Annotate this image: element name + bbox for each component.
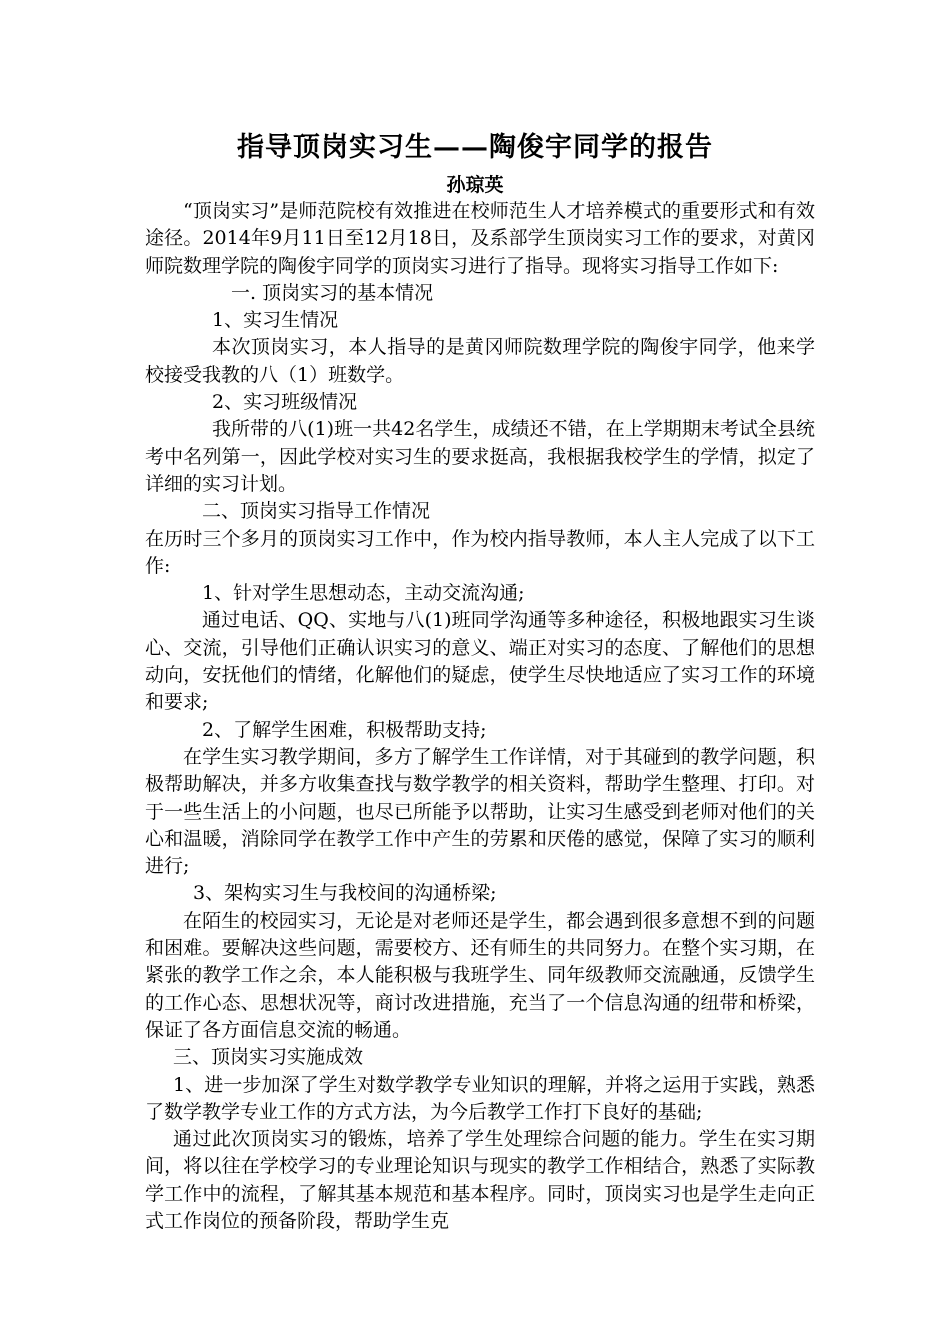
paragraph-3-1: 1、进一步加深了学生对数学教学专业知识的理解，并将之运用于实践，熟悉了数学教学专业工作的方式方法，为今后教学工作打下良好的基础; <box>145 1073 815 1123</box>
paragraph-2-3: 在陌生的校园实习，无论是对老师还是学生，都会遇到很多意想不到的问题和困难。要解决这些问题，需要校方、还有师生的共同努力。在整个实习期，在紧张的教学工作之余，本人能积极与我班学生、同年级教师交流融通，反馈学生的工作心态、思想状况等，商讨改进措施，充当了一个信息沟通的纽带和桥梁，保证了各方面信息交流的畅通。 <box>145 909 815 1041</box>
section-heading-3: 三、顶岗实习实施成效 <box>173 1046 364 1069</box>
document-author: 孙琼英 <box>446 174 504 196</box>
section-heading-2: 二、顶岗实习指导工作情况 <box>202 500 431 523</box>
document-body <box>145 198 815 1235</box>
document-title: 指导顶岗实习生——陶俊宇同学的报告 <box>237 132 713 163</box>
subsection-heading-1-1: 1、实习生情况 <box>212 309 339 332</box>
subsection-heading-2-3: 3、架构实习生与我校间的沟通桥梁; <box>193 882 497 905</box>
subsection-heading-2-2: 2、了解学生困难，积极帮助支持; <box>202 718 487 741</box>
subsection-heading-1-2: 2、实习班级情况 <box>212 391 358 414</box>
paragraph-intro: “顶岗实习”是师范院校有效推进在校师范生人才培养模式的重要形式和有效途径。2014年9月11日至12月18日，及系部学生顶岗实习工作的要求，对黄冈师院数理学院的陶俊宇同学的顶岗实习进行了指导。现将实习指导工作如下: <box>145 200 815 277</box>
section-heading-1: 一. 顶岗实习的基本情况 <box>231 281 434 304</box>
paragraph-2-2: 在学生实习教学期间，多方了解学生工作详情，对于其碰到的教学问题，积极帮助解决，并多方收集查找与数学教学的相关资料，帮助学生整理、打印。对于一些生活上的小问题，也尽已所能予以帮助，让实习生感受到老师对他们的关心和温暖，消除同学在教学工作中产生的劳累和厌倦的感觉，保障了实习的顺利进行; <box>145 745 815 878</box>
paragraph-1-2: 我所带的八(1)班一共42名学生，成绩还不错，在上学期期末考试全县统考中名列第一，因此学校对实习生的要求挺高，我根据我校学生的学情，拟定了详细的实习计划。 <box>145 418 815 495</box>
paragraph-1-1: 本次顶岗实习，本人指导的是黄冈师院数理学院的陶俊宇同学，他来学校接受我教的八（1）班数学。 <box>145 336 815 386</box>
paragraph-2-intro: 在历时三个多月的顶岗实习工作中，作为校内指导教师，本人主人完成了以下工作: <box>145 527 815 577</box>
paragraph-2-1: 通过电话、QQ、实地与八(1)班同学沟通等多种途径，积极地跟实习生谈心、交流，引导他们正确认识实习的意义、端正对实习的态度、了解他们的思想动向，安抚他们的情绪，化解他们的疑虑，使学生尽快地适应了实习工作的环境和要求; <box>145 609 815 714</box>
paragraph-3-2: 通过此次顶岗实习的锻炼，培养了学生处理综合问题的能力。学生在实习期间，将以往在学校学习的专业理论知识与现实的教学工作相结合，熟悉了实际教学工作中的流程，了解其基本规范和基本程序。同时，顶岗实习也是学生走向正式工作岗位的预备阶段，帮助学生克 <box>145 1128 815 1232</box>
subsection-heading-2-1: 1、针对学生思想动态，主动交流沟通; <box>202 582 525 605</box>
